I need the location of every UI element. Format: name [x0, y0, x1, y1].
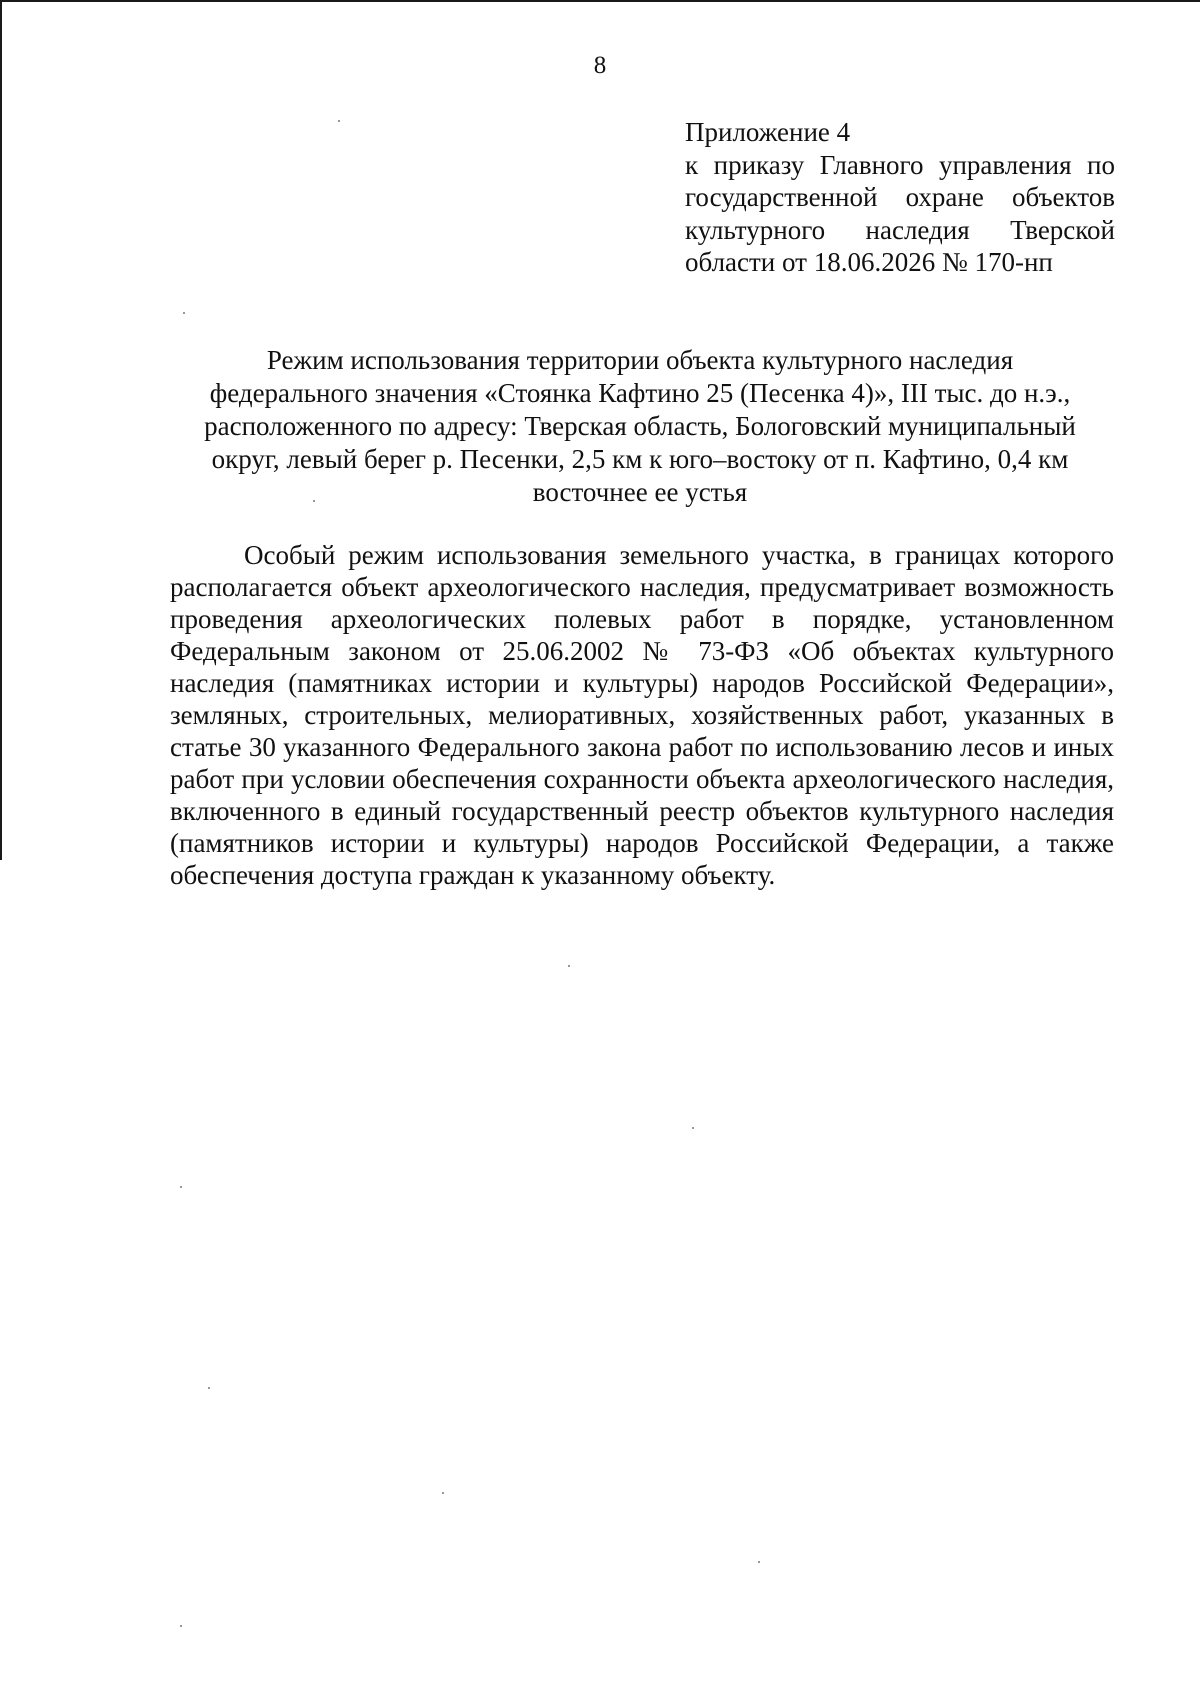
- scan-speck: [180, 1186, 182, 1188]
- scan-speck: [183, 312, 185, 314]
- appendix-title: Приложение 4: [685, 117, 851, 147]
- appendix-text: к приказу Главного управления по государственной охране объектов культурного наследия Тверской области от 18.06.2026 № 170-нп: [685, 149, 1115, 277]
- title-line-2: федерального значения «Стоянка Кафтино 25 (Песенка 4)», III тыс. до н.э.,: [209, 378, 1071, 408]
- body-paragraph: Особый режим использования земельного участка, в границах которого располагается объект археологического наследия, предусматривает возможность проведения археологических полевых работ в порядке, установленном Федеральным законом от 25.06.2002 № 73-ФЗ «Об объектах культурного наследия (памятниках истории и культуры) народов Российской Федерации», земляных, строительных, мелиоративных, хозяйственных работ, указанных в статье 30 указанного Федерального закона работ по использованию лесов и иных работ при условии обеспечения сохранности объекта археологического наследия, включенного в единый государственный реестр объектов культурного наследия (памятников истории и культуры) народов Российской Федерации, а также обеспечения доступа граждан к указанному объекту.: [170, 540, 1114, 890]
- title-line-4: округ, левый берег р. Песенки, 2,5 км к юго–востоку от п. Кафтино, 0,4 км: [211, 444, 1069, 474]
- title-line-3: расположенного по адресу: Тверская область, Бологовский муниципальный: [204, 411, 1076, 441]
- title-line-5: восточнее ее устья: [532, 477, 748, 507]
- scan-edge-left: [0, 0, 2, 860]
- scan-speck: [442, 1492, 444, 1494]
- scan-speck: [313, 500, 315, 502]
- page-number: 8: [593, 52, 607, 79]
- scan-speck: [692, 1127, 694, 1129]
- scan-speck: [338, 120, 340, 122]
- scan-speck: [758, 1561, 760, 1563]
- scan-speck: [180, 1625, 182, 1627]
- document-title: [160, 344, 1120, 509]
- title-line-1: Режим использования территории объекта культурного наследия: [266, 345, 1014, 375]
- scan-edge-top: [0, 0, 1200, 2]
- scan-speck: [208, 1387, 210, 1389]
- appendix-block: [685, 116, 1115, 279]
- scan-speck: [568, 965, 570, 967]
